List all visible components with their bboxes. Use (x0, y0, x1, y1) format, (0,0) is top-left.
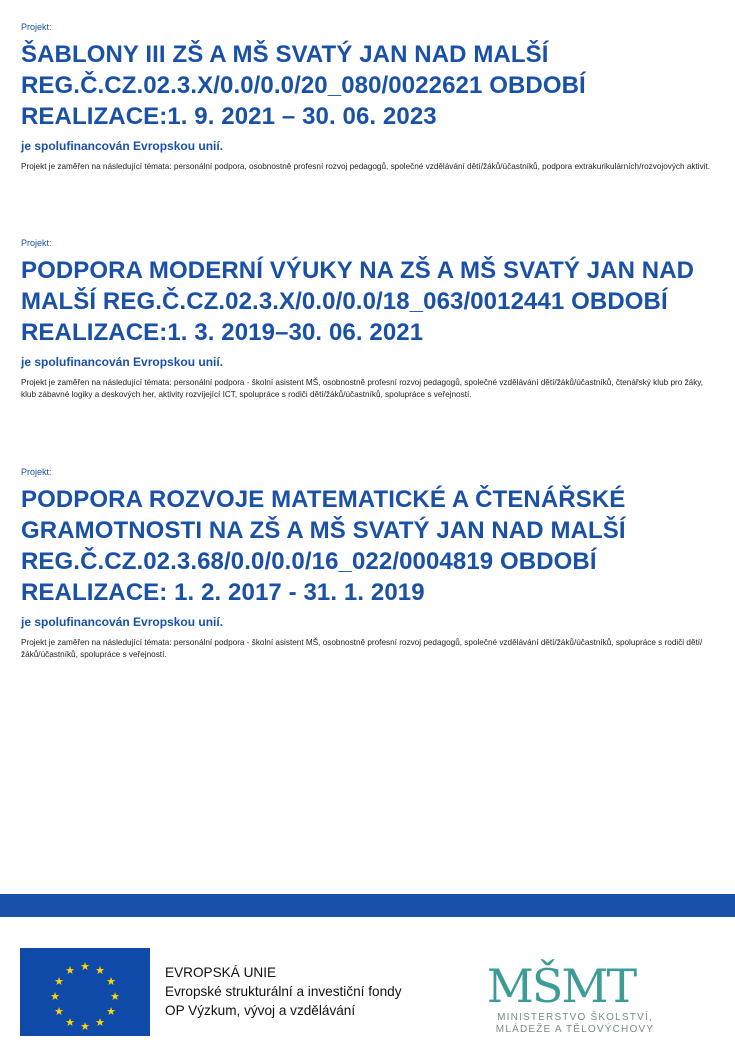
svg-text:★: ★ (80, 1020, 90, 1033)
eu-line-1: EVROPSKÁ UNIE (165, 965, 277, 980)
ministry-line-2: MLÁDEŽE A TĚLOVÝCHOVY (495, 1024, 655, 1035)
project-title: PODPORA ROZVOJE MATEMATICKÉ A ČTENÁŘSKÉ GRAMOTNOSTI NA ZŠ A MŠ SVATÝ JAN NAD MALŠÍ REG.Č.CZ.02.3.68/0.0/0.0/16_022/0004819 OBDOBÍ REALIZACE: 1. 2. 2017 - 31. 1. 2019 (21, 486, 626, 606)
ministry-caption (475, 1012, 675, 1036)
svg-text:★: ★ (106, 975, 116, 988)
cofunding-text: je spolufinancován Evropskou unií. (21, 139, 224, 153)
footer-divider-bar (0, 894, 735, 917)
msmt-logo-icon (475, 946, 685, 1036)
svg-text:★: ★ (95, 964, 105, 977)
project-title: ŠABLONY III ZŠ A MŠ SVATÝ JAN NAD MALŠÍ REG.Č.CZ.02.3.X/0.0/0.0/20_080/0022621 OBDOBÍ REALIZACE:1. 9. 2021 – 30. 06. 2023 (21, 41, 586, 130)
svg-text:★: ★ (106, 1005, 116, 1018)
eu-stars (50, 960, 120, 1033)
eu-flag-icon (20, 948, 150, 1036)
cofunding-text: je spolufinancován Evropskou unií. (21, 615, 224, 629)
svg-text:★: ★ (54, 1005, 64, 1018)
cofunding-text: je spolufinancován Evropskou unií. (21, 355, 224, 369)
svg-text:★: ★ (80, 960, 90, 973)
msmt-wordmark: MŠMT (486, 959, 636, 1010)
project-description: Projekt je zaměřen na následující témata: personální podpora - školní asistent MŠ, osobnostně profesní rozvoj pedagogů, společné vzdělávání dětí/žáků/účastníků, čtenářský klub pro žáky, klub zábavné logiky a deskových her, aktivity rozvíjející ICT, spolupráce s rodiči dětí/žáků/účastníků, spolupráce s veřejností. (21, 378, 704, 399)
svg-text:★: ★ (110, 990, 120, 1003)
svg-text:★: ★ (54, 975, 64, 988)
project-label: Projekt: (21, 238, 52, 248)
project-description: Projekt je zaměřen na následující témata: personální podpora - školní asistent MŠ, osobnostně profesní rozvoj pedagogů, společné vzdělávání dětí/žáků/účastníků, spolupráce s rodiči dětí/žáků/účastníků, spolupráce s veřejností. (21, 638, 703, 659)
msmt-mark (475, 946, 675, 1010)
project-block (21, 238, 721, 400)
svg-text:★: ★ (50, 990, 60, 1003)
svg-text:★: ★ (95, 1016, 105, 1029)
svg-text:★: ★ (65, 1016, 75, 1029)
project-description: Projekt je zaměřen na následující témata: personální podpora, osobnostně profesní rozvoj pedagogů, společné vzdělávání dětí/žáků/účastníků, podpora extrakurikulárních/rozvojových aktivit. (21, 162, 711, 171)
project-label: Projekt: (21, 467, 52, 477)
ministry-line-1: MINISTERSTVO ŠKOLSTVÍ, (497, 1012, 653, 1023)
svg-text:★: ★ (65, 964, 75, 977)
project-block (21, 22, 721, 173)
eu-program-text (165, 963, 402, 1020)
eu-line-3: OP Výzkum, vývoj a vzdělávání (165, 1003, 356, 1018)
project-title: PODPORA MODERNÍ VÝUKY NA ZŠ A MŠ SVATÝ JAN NAD MALŠÍ REG.Č.CZ.02.3.X/0.0/0.0/18_063/0012441 OBDOBÍ REALIZACE:1. 3. 2019–30. 06. 2021 (21, 257, 695, 346)
project-block (21, 467, 721, 660)
eu-line-2: Evropské strukturální a investiční fondy (165, 984, 402, 999)
project-label: Projekt: (21, 22, 52, 32)
